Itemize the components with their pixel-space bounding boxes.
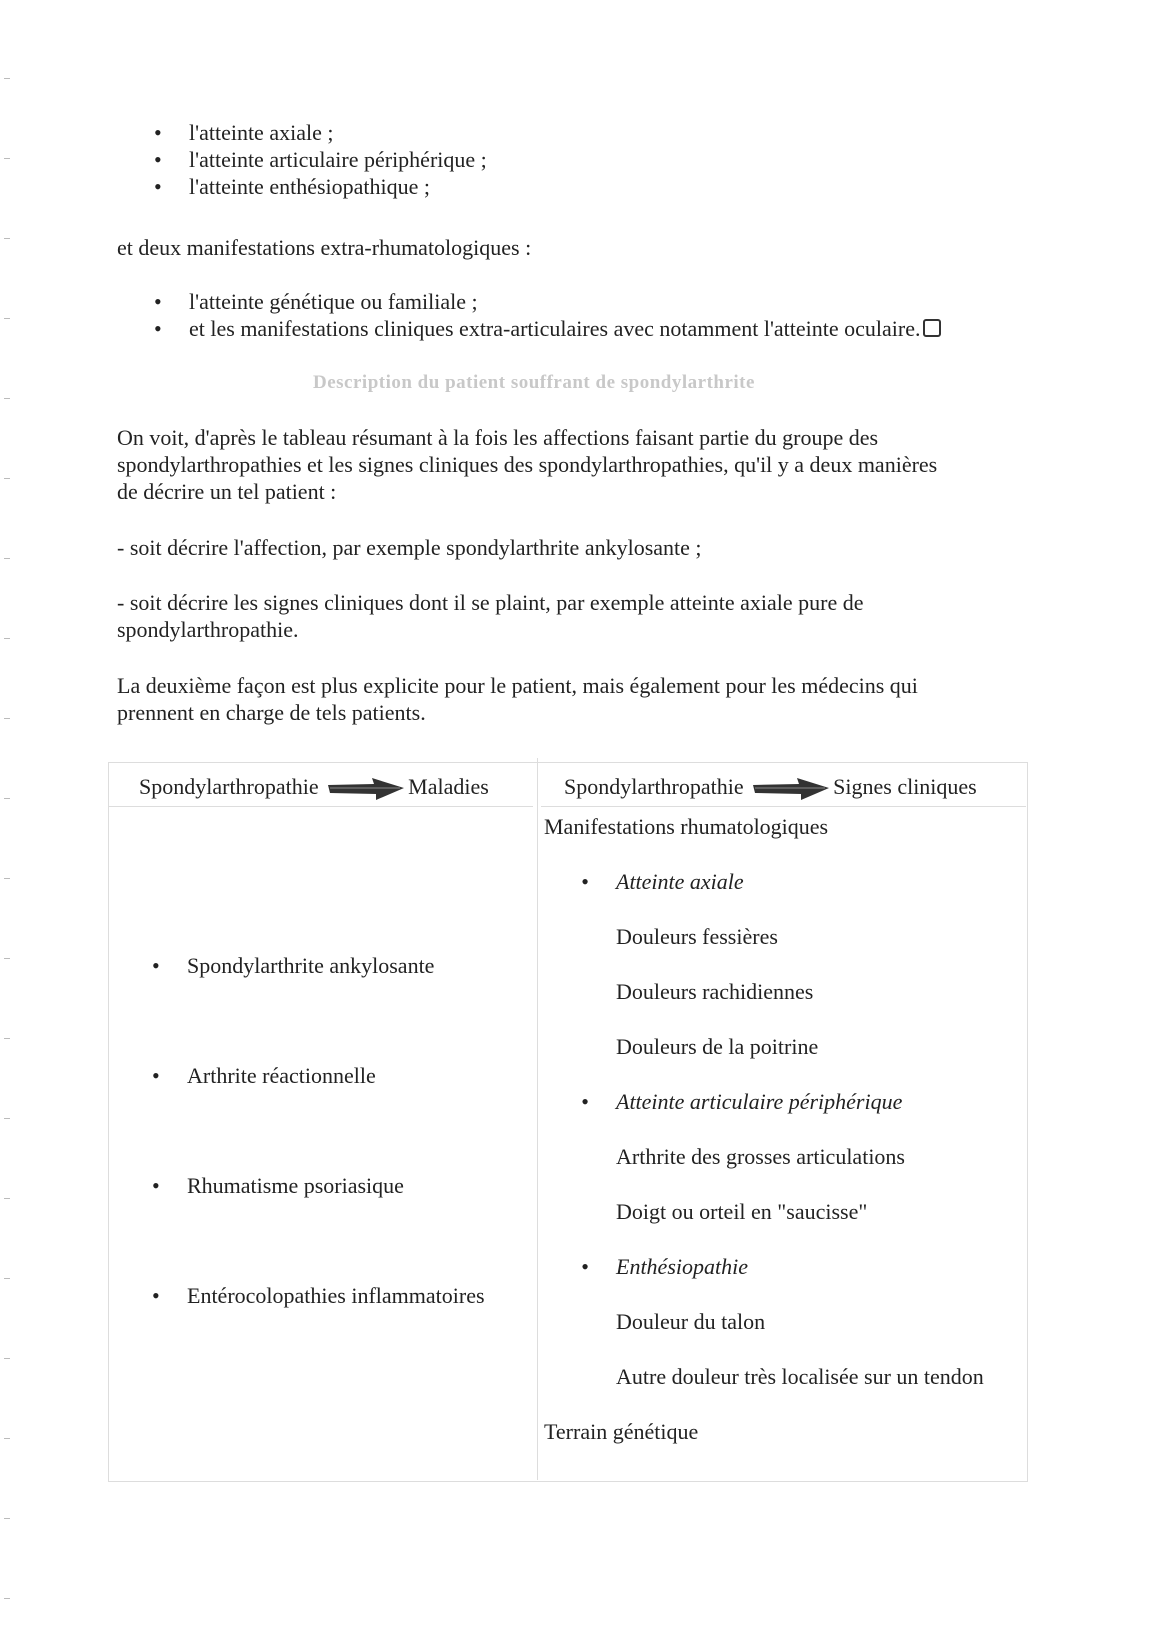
- list-item-text: et les manifestations cliniques extra-articulaires avec notamment l'atteinte oculaire.: [189, 316, 921, 341]
- header-to: Signes cliniques: [833, 774, 977, 799]
- header-from: Spondylarthropathie: [139, 774, 319, 799]
- table-divider: [541, 806, 1026, 807]
- disease-item: • Arthrite réactionnelle: [187, 1063, 376, 1089]
- sign-item: Douleurs rachidiennes: [616, 979, 814, 1004]
- checkbox-glyph-icon: [923, 319, 941, 337]
- section-heading: Description du patient souffrant de spondylarthrite: [313, 372, 755, 393]
- table-divider: [537, 758, 538, 1480]
- list-item: [189, 316, 941, 342]
- paragraph-line: prennent en charge de tels patients.: [117, 700, 426, 725]
- rheum-title: Manifestations rhumatologiques: [544, 814, 829, 839]
- paragraph-line: spondylarthropathie.: [117, 617, 299, 642]
- paragraph-line: La deuxième façon est plus explicite pour le patient, mais également pour les médecins qui: [117, 673, 918, 698]
- paragraph-line: On voit, d'après le tableau résumant à la fois les affections faisant partie du groupe des: [117, 425, 879, 450]
- intro-text: et deux manifestations extra-rhumatologiques :: [117, 235, 532, 260]
- list-item: • l'atteinte enthésiopathique ;: [189, 174, 430, 200]
- left-header: [139, 774, 489, 802]
- sign-item: Douleurs fessières: [616, 924, 778, 949]
- group-title: • Atteinte axiale: [616, 869, 744, 895]
- paragraph-line: spondylarthropathies et les signes cliniques des spondylarthropathies, qu'il y a deux manières: [117, 452, 938, 477]
- arrow-right-icon: [751, 776, 831, 802]
- right-header: [564, 774, 977, 802]
- list-item: • l'atteinte génétique ou familiale ;: [189, 289, 478, 315]
- arrow-right-icon: [326, 776, 406, 802]
- genetic-title: Terrain génétique: [544, 1419, 699, 1444]
- group-title: • Atteinte articulaire périphérique: [616, 1089, 902, 1115]
- disease-item: • Entérocolopathies inflammatoires: [187, 1283, 485, 1309]
- list-item: • l'atteinte axiale ;: [189, 120, 333, 146]
- paragraph: - soit décrire l'affection, par exemple spondylarthrite ankylosante ;: [117, 535, 702, 560]
- sign-item: Douleurs de la poitrine: [616, 1034, 819, 1059]
- disease-item: • Spondylarthrite ankylosante: [187, 953, 434, 979]
- header-to: Maladies: [408, 774, 489, 799]
- sign-item: Arthrite des grosses articulations: [616, 1144, 905, 1169]
- table-divider: [108, 806, 533, 807]
- paragraph-line: - soit décrire les signes cliniques dont il se plaint, par exemple atteinte axiale pure de: [117, 590, 864, 615]
- sign-item: Autre douleur très localisée sur un tendon: [616, 1364, 984, 1389]
- header-from: Spondylarthropathie: [564, 774, 744, 799]
- disease-item: • Rhumatisme psoriasique: [187, 1173, 404, 1199]
- sign-item: Douleur du talon: [616, 1309, 766, 1334]
- paragraph-line: de décrire un tel patient :: [117, 479, 337, 504]
- sign-item: Doigt ou orteil en "saucisse": [616, 1199, 868, 1224]
- list-item: • l'atteinte articulaire périphérique ;: [189, 147, 487, 173]
- group-title: • Enthésiopathie: [616, 1254, 748, 1280]
